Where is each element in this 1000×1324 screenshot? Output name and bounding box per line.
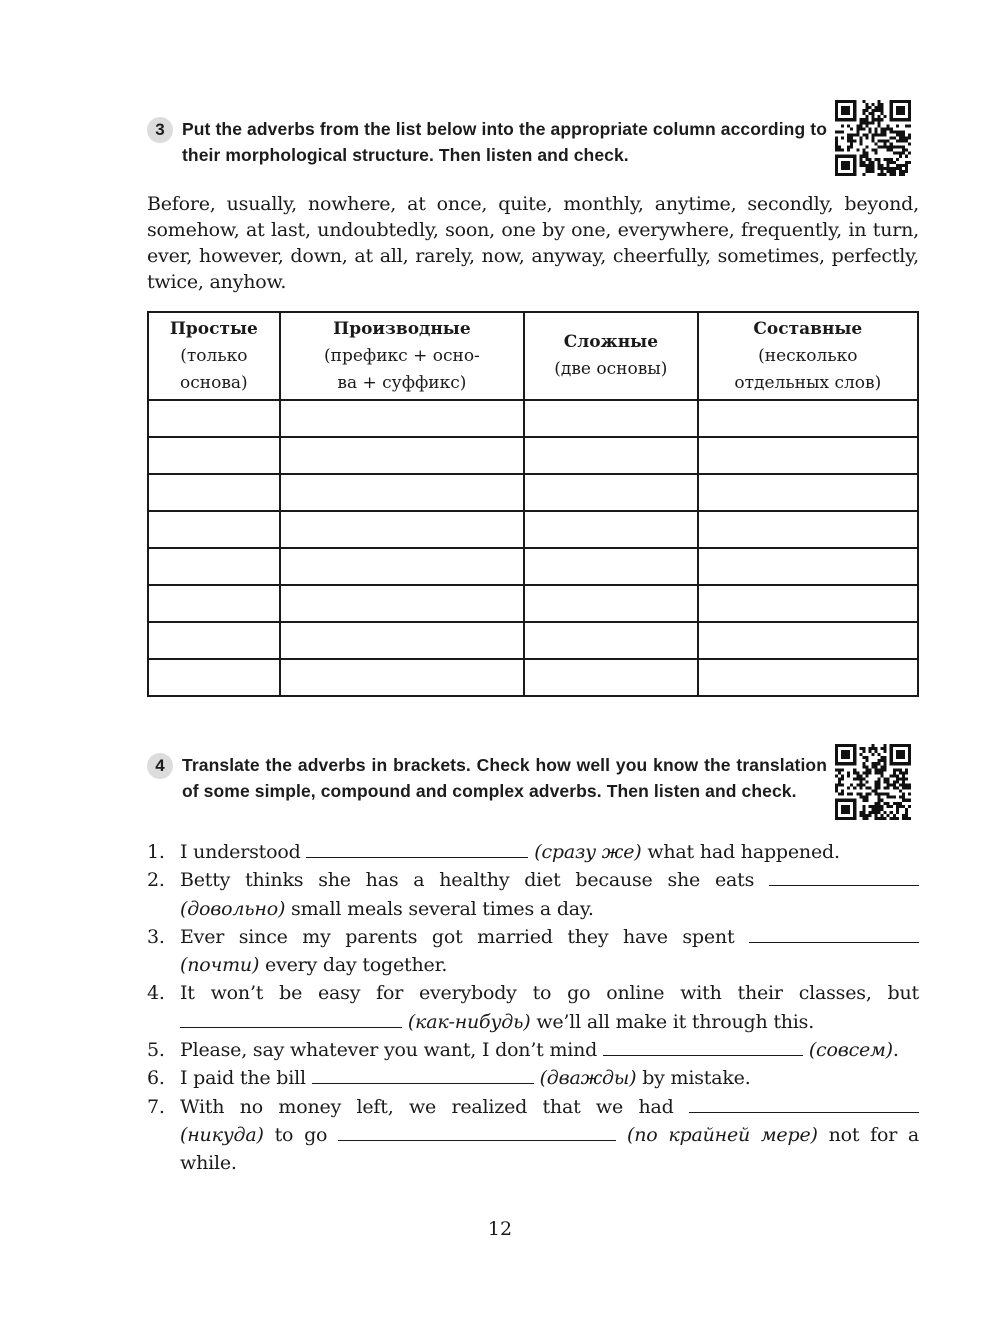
exercise-4-instruction: Translate the adverbs in brackets. Check how well you know the translation of some simple, compound and complex adverbs. Then listen and check. (182, 755, 827, 801)
table-cell[interactable] (698, 548, 918, 585)
qr-code-graphic (835, 744, 911, 820)
table-row (148, 659, 918, 696)
table-row (148, 548, 918, 585)
table-cell[interactable] (698, 585, 918, 622)
table-body (148, 400, 918, 696)
table-cell[interactable] (698, 400, 918, 437)
table-cell[interactable] (148, 511, 280, 548)
column-header-simple: Простые (только основа) (148, 312, 280, 400)
table-row (148, 474, 918, 511)
list-item: 6. I paid the bill (дважды) by mistake. (147, 1067, 751, 1090)
adverb-word-list: Before, usually, nowhere, at once, quite, monthly, anytime, secondly, beyond, somehow, at last, undoubtedly, soon, one by one, everywhere, frequently, in turn, ever, however, down, at all, rarely, now, anyway, cheerfully, sometimes, perfectly, twice, anyhow. (147, 193, 919, 293)
table-cell[interactable] (524, 511, 698, 548)
table-cell[interactable] (148, 474, 280, 511)
list-item: 1. I understood (сразу же) what had happened. (147, 841, 840, 863)
list-item: 5. Please, say whatever you want, I don’t mind (совсем). (147, 1039, 899, 1062)
table-cell[interactable] (524, 437, 698, 474)
answer-blank[interactable] (180, 1009, 402, 1028)
list-item: 3. Ever since my parents got married they have spent (почти) every day together. (147, 923, 919, 980)
table-row (148, 585, 918, 622)
column-header-derived: Производные (префикс + осно- ва + суффикс) (280, 312, 524, 400)
table-cell[interactable] (148, 622, 280, 659)
list-item: 2. Betty thinks she has a healthy diet because she eats (довольно) small meals several times a day. (147, 866, 919, 923)
table-cell[interactable] (148, 585, 280, 622)
page-number: 12 (487, 1218, 513, 1240)
answer-blank[interactable] (312, 1065, 534, 1084)
exercise-number-badge: 4 (147, 753, 173, 779)
list-item: 7. With no money left, we realized that we had (никуда) to go (по крайней мере) not for a while. (147, 1095, 920, 1175)
table-cell[interactable] (280, 548, 524, 585)
answer-blank[interactable] (603, 1037, 803, 1056)
qr-code-graphic (835, 100, 911, 176)
answer-blank[interactable] (749, 924, 919, 943)
exercise-4-instruction-block (147, 752, 827, 804)
table-cell[interactable] (280, 659, 524, 696)
table-cell[interactable] (698, 622, 918, 659)
table-cell[interactable] (698, 474, 918, 511)
column-header-compound: Сложные (две основы) (524, 312, 698, 400)
table-cell[interactable] (148, 400, 280, 437)
table-cell[interactable] (524, 585, 698, 622)
table-cell[interactable] (524, 400, 698, 437)
table-cell[interactable] (280, 400, 524, 437)
table-row (148, 622, 918, 659)
table-cell[interactable] (280, 622, 524, 659)
table-row (148, 511, 918, 548)
column-header-composite: Составные (несколько отдельных слов) (698, 312, 918, 400)
table-row (148, 400, 918, 437)
table-cell[interactable] (148, 659, 280, 696)
table-cell[interactable] (524, 659, 698, 696)
answer-blank[interactable] (769, 867, 919, 886)
table-cell[interactable] (148, 437, 280, 474)
table-cell[interactable] (698, 659, 918, 696)
table-cell[interactable] (280, 585, 524, 622)
qr-code-icon[interactable] (835, 744, 911, 820)
table-cell[interactable] (148, 548, 280, 585)
table-cell[interactable] (698, 437, 918, 474)
table-cell[interactable] (524, 548, 698, 585)
classification-table (147, 311, 919, 697)
table-cell[interactable] (524, 474, 698, 511)
list-item: 4. It won’t be easy for everybody to go online with their classes, but (как-нибудь) we’ll all make it through this. (147, 982, 919, 1033)
table-cell[interactable] (698, 511, 918, 548)
table-row (148, 437, 918, 474)
table-cell[interactable] (280, 437, 524, 474)
table-header-row (148, 312, 918, 400)
answer-blank[interactable] (338, 1122, 616, 1141)
answer-blank[interactable] (306, 839, 528, 858)
qr-code-icon[interactable] (835, 100, 911, 176)
exercise-number-badge: 3 (147, 117, 173, 143)
table-cell[interactable] (524, 622, 698, 659)
exercise-4-items (147, 838, 919, 1178)
exercise-3-instruction: Put the adverbs from the list below into the appropriate column according to their morphological structure. Then listen and check. (182, 119, 827, 165)
answer-blank[interactable] (689, 1094, 919, 1113)
table-cell[interactable] (280, 474, 524, 511)
exercise-3-instruction-block (147, 116, 827, 168)
table-cell[interactable] (280, 511, 524, 548)
